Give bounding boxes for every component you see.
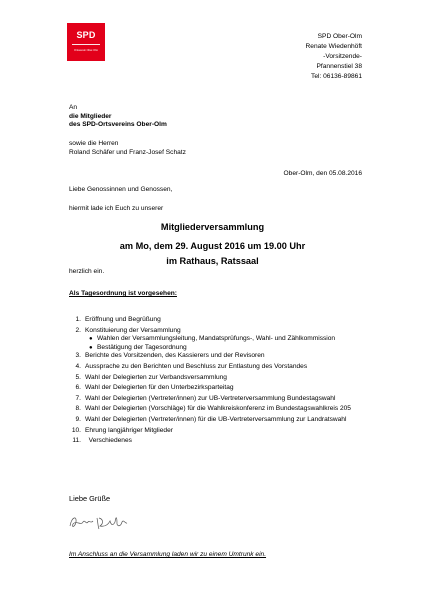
meeting-location: im Rathaus, Ratssaal — [166, 256, 259, 266]
agenda-item-text: Wahl der Delegierten (Vorschläge) für die Wahlkreiskonferenz im Bundestagswahlkreis 205 — [85, 405, 351, 413]
agenda-item-text: Konstituierung der Versammlung — [85, 326, 181, 334]
agenda-item-number: 5. — [75, 373, 81, 381]
agenda-item — [69, 395, 369, 404]
agenda-item-number: 2. — [75, 326, 81, 334]
footer-note: Im Anschluss an die Versammlung laden wir zu einem Umtrunk ein. — [69, 551, 267, 558]
meeting-title: Mitgliederversammlung — [160, 222, 265, 232]
recipient-members: die Mitglieder — [69, 112, 112, 120]
agenda-item-number: 8. — [75, 405, 81, 413]
sender-phone: Tel: 06136-89861 — [311, 73, 362, 80]
salutation: Liebe Genossinnen und Genossen, — [69, 186, 173, 193]
spd-logo — [67, 23, 105, 61]
recipient-block — [69, 104, 167, 130]
agenda-item-text: Aussprache zu den Berichten und Beschluss zur Entlastung des Vorstandes — [85, 362, 308, 370]
date-line: Ober-Olm, den 05.08.2016 — [283, 170, 362, 177]
agenda-item — [69, 427, 369, 436]
agenda-item-number: 9. — [75, 415, 81, 423]
agenda-item-text: Verschiedenes — [85, 437, 132, 445]
sender-street: Pfannenstiel 38 — [316, 63, 362, 70]
also-line-2: Roland Schäfer und Franz-Josef Schatz — [69, 148, 186, 156]
sender-block — [306, 32, 362, 82]
agenda-subitem-text: Wahlen der Versammlungsleitung, Mandatsprüfungs-, Wahl- und Zählkommission — [97, 335, 336, 343]
intro-text: hiermit lade ich Euch zu unserer — [69, 205, 164, 212]
agenda-subitem — [69, 344, 369, 353]
bullet-icon: ● — [89, 336, 93, 343]
agenda-item — [69, 327, 369, 336]
agenda-item — [69, 363, 369, 372]
sender-name: SPD Ober-Olm — [317, 33, 362, 40]
agenda-subitem — [69, 335, 369, 344]
agenda-subitem-text: Bestätigung der Tagesordnung — [97, 343, 187, 351]
agenda-item-text: Wahl der Delegierten für den Unterbezirksparteitag — [85, 384, 234, 392]
recipient-org: des SPD-Ortsvereins Ober-Olm — [69, 121, 167, 128]
agenda-item — [69, 384, 369, 393]
agenda-item — [69, 352, 369, 361]
agenda-item-number: 7. — [75, 394, 81, 402]
also-invited — [69, 140, 186, 157]
agenda-item — [69, 316, 369, 325]
sender-role: -Vorsitzende- — [323, 53, 362, 60]
agenda-item-text: Ehrung langjähriger Mitglieder — [85, 426, 173, 434]
agenda-item-number: 4. — [75, 362, 81, 370]
agenda-item — [69, 416, 369, 425]
agenda-item — [69, 437, 369, 446]
agenda-item — [69, 405, 369, 414]
sender-person: Renate Wiedenhöft — [305, 43, 362, 50]
also-line-1: sowie die Herren — [69, 140, 119, 147]
agenda-list — [69, 316, 369, 446]
cordial-text: herzlich ein. — [69, 268, 105, 275]
logo-divider — [72, 44, 100, 45]
meeting-date: am Mo, dem 29. August 2016 um 19.00 Uhr — [119, 241, 306, 251]
agenda-item-text: Wahl der Delegierten (Vertreter/innen) zur UB-Vertreterversammlung Bundestagswahl — [85, 394, 336, 402]
signature-image — [67, 510, 139, 536]
agenda-item — [69, 374, 369, 383]
agenda-item-text: Berichte des Vorsitzenden, des Kassierers und der Revisoren — [85, 352, 265, 360]
agenda-item-text: Eröffnung und Begrüßung — [85, 316, 161, 323]
logo-text: SPD — [76, 30, 96, 40]
agenda-item-number: 1. — [75, 316, 81, 323]
agenda-item-number: 11. — [72, 437, 81, 445]
agenda-item-text: Wahl der Delegierten (Vertreter/innen) für die UB-Vertreterversammlung zur Landratswahl — [85, 415, 347, 423]
agenda-heading: Als Tagesordnung ist vorgesehen: — [69, 290, 177, 297]
logo-subtext: Ortsverein Ober-Olm — [73, 49, 99, 52]
agenda-item-text: Wahl der Delegierten zur Verbandsversammlung — [85, 373, 227, 381]
bullet-icon: ● — [89, 344, 93, 351]
closing-greeting: Liebe Grüße — [69, 494, 111, 503]
agenda-item-number: 10. — [71, 426, 81, 434]
agenda-item-number: 3. — [75, 352, 81, 360]
recipient-an: An — [69, 104, 78, 111]
agenda-item-number: 6. — [75, 384, 81, 392]
